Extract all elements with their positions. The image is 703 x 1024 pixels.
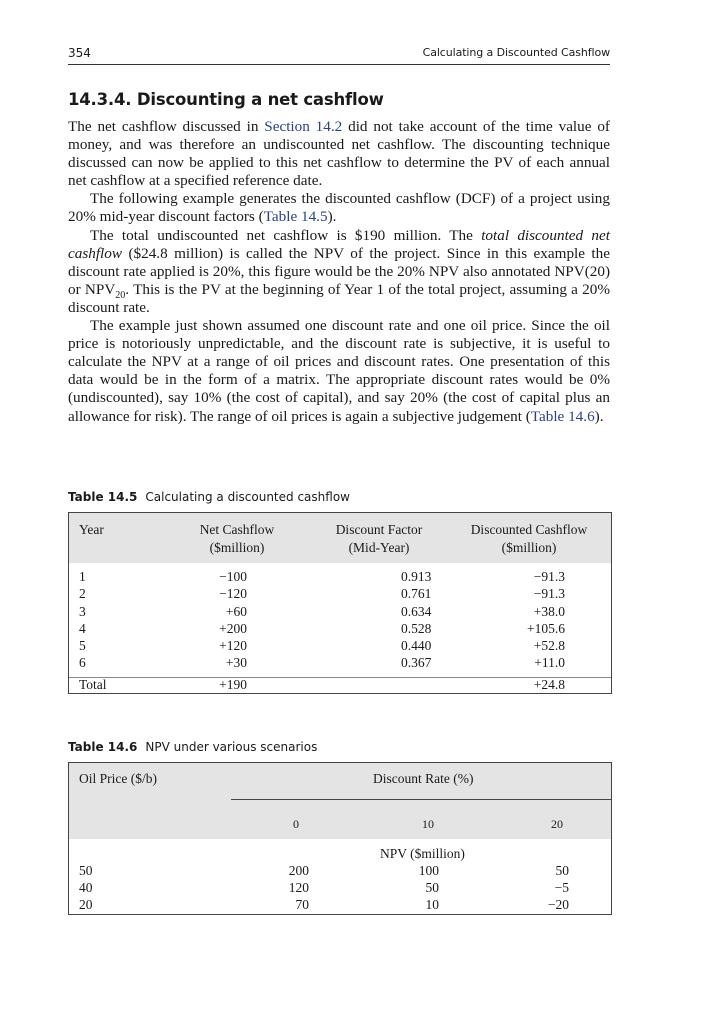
table-row [69,621,611,638]
cell-net: −100 [219,569,247,584]
header-oil-price: Oil Price ($/b) [79,771,157,786]
total-dcf: +24.8 [533,677,565,692]
table-row [69,638,611,655]
discounted-cashflow-table [68,512,612,694]
cell-net: −120 [219,586,247,602]
table-14-5-link[interactable]: Table 14.5 [263,208,328,226]
running-title: Calculating a Discounted Cashflow [422,46,610,59]
cell-dcf: +105.6 [527,620,565,636]
total-label: Total [79,677,107,692]
paragraph-2 [68,190,610,226]
cell-oil-price: 50 [79,863,93,878]
header-discounted-cashflow [459,521,599,557]
cell-df: 0.913 [401,569,432,584]
cell-year: 5 [79,638,86,654]
table-row [69,880,611,897]
p3-text-mid: ($24.8 million) is called the NPV of the project. Since in this example the discount rate applied is 20%, this figure would be the 20% NPV also annotated NPV(20) or NPV [68,244,610,298]
cell-year: 4 [79,620,86,636]
p3-text-post: . This is the PV at the beginning of Year 1 of the total project, assuming a 20% discount rate. [68,280,610,316]
header-net-cashflow [177,521,297,557]
p2-text-pre: The following example generates the discounted cashflow (DCF) of a project using 20% mid-year discount factors ( [68,190,610,226]
cell-net: +60 [225,603,247,619]
cell-oil-price: 40 [79,880,93,895]
cell-year: 2 [79,586,86,602]
table-14-6-title: NPV under various scenarios [145,740,318,754]
cell-net: +30 [225,655,247,671]
npv-scenarios-table [68,762,612,915]
cell-oil-price: 20 [79,897,93,912]
paragraph-1 [68,118,610,190]
cell-npv-10: 100 [418,863,439,878]
cell-npv-20: 50 [555,863,569,878]
cell-df: 0.440 [401,638,432,654]
header-net-line2: ($million) [209,540,265,555]
table-14-6-caption [68,740,317,754]
page-number: 354 [68,46,91,60]
section-14-2-link[interactable]: Section 14.2 [264,118,343,135]
p2-text-post: ). [327,208,337,226]
table-header [69,763,611,839]
body-text [68,118,610,426]
table-14-5-label: Table 14.5 [68,490,138,504]
header-rate-0: 0 [293,817,299,831]
header-rate-10: 10 [422,817,434,831]
cell-npv-20: −20 [547,897,569,912]
paragraph-3 [68,227,610,317]
table-14-5-caption [68,490,350,504]
header-discount-factor [319,521,439,557]
total-net: +190 [219,677,247,692]
cell-npv-0: 200 [288,863,309,878]
p1-text-pre: The net cashflow discussed in [68,118,265,135]
header-discount-rate: Discount Rate (%) [373,771,474,786]
table-14-6-link[interactable]: Table 14.6 [530,407,595,425]
cell-dcf: +52.8 [533,638,565,654]
total-row [69,677,611,693]
cell-year: 3 [79,603,86,619]
section-heading: 14.3.4. Discounting a net cashflow [68,90,384,109]
header-rate-20: 20 [551,817,563,831]
cell-npv-10: 10 [425,897,439,912]
cell-df: 0.634 [401,603,432,619]
cell-net: +200 [219,620,247,636]
paragraph-4 [68,317,610,426]
cell-dcf: −91.3 [533,586,565,602]
header-df-line1: Discount Factor [335,522,423,537]
table-row [69,586,611,603]
p1-text-post: did not take account of the time value of money, and was therefore an undiscounted net cashflow. The discounting technique discussed can now be applied to this net cashflow to determine the PV of each annual net cashflow at a specified reference date. [68,118,610,190]
table-row [69,569,611,586]
header-net-line1: Net Cashflow [199,522,275,537]
cell-npv-0: 70 [295,897,309,912]
table-row [69,897,611,914]
cell-df: 0.367 [401,655,432,671]
header-dcf-line2: ($million) [501,540,557,555]
table-14-5-title: Calculating a discounted cashflow [145,490,350,504]
table-14-6-label: Table 14.6 [68,740,138,754]
table-row [69,655,611,672]
header-subdivider [231,799,611,800]
cell-npv-10: 50 [425,880,439,895]
cell-year: 1 [79,569,86,584]
npv-unit-label: NPV ($million) [380,846,465,861]
cell-net: +120 [219,638,247,654]
header-dcf-line1: Discounted Cashflow [470,522,588,537]
p3-text-pre: The total undiscounted net cashflow is $190 million. The [90,226,482,244]
cell-npv-20: −5 [554,880,569,895]
p4-text-post: ). [594,407,604,425]
cell-dcf: +11.0 [534,655,565,671]
p4-text-pre: The example just shown assumed one discount rate and one oil price. Since the oil price is notoriously unpredictable, and the discount rate is subjective, it is useful to calculate the NPV at a range of oil prices and discount rates. One presentation of this data would be in the form of a matrix. The appropriate discount rates would be 0% (undiscounted), say 10% (the cost of capital), and say 20% (the cost of capital plus an allowance for risk). The range of oil prices is again a subjective judgement ( [68,317,610,425]
table-header [69,513,611,563]
table-row [69,604,611,621]
p3-emphasis: total discounted net cashflow [68,226,610,262]
cell-df: 0.761 [401,586,432,602]
running-header [68,44,610,65]
cell-npv-0: 120 [288,880,309,895]
npv-subscript: 20 [115,289,126,301]
table-row [69,863,611,880]
cell-dcf: +38.0 [533,603,565,619]
table-body [69,569,611,673]
cell-year: 6 [79,655,86,671]
cell-dcf: −91.3 [533,569,565,584]
header-df-line2: (Mid-Year) [348,540,410,555]
header-year: Year [79,522,104,537]
cell-df: 0.528 [401,620,432,636]
